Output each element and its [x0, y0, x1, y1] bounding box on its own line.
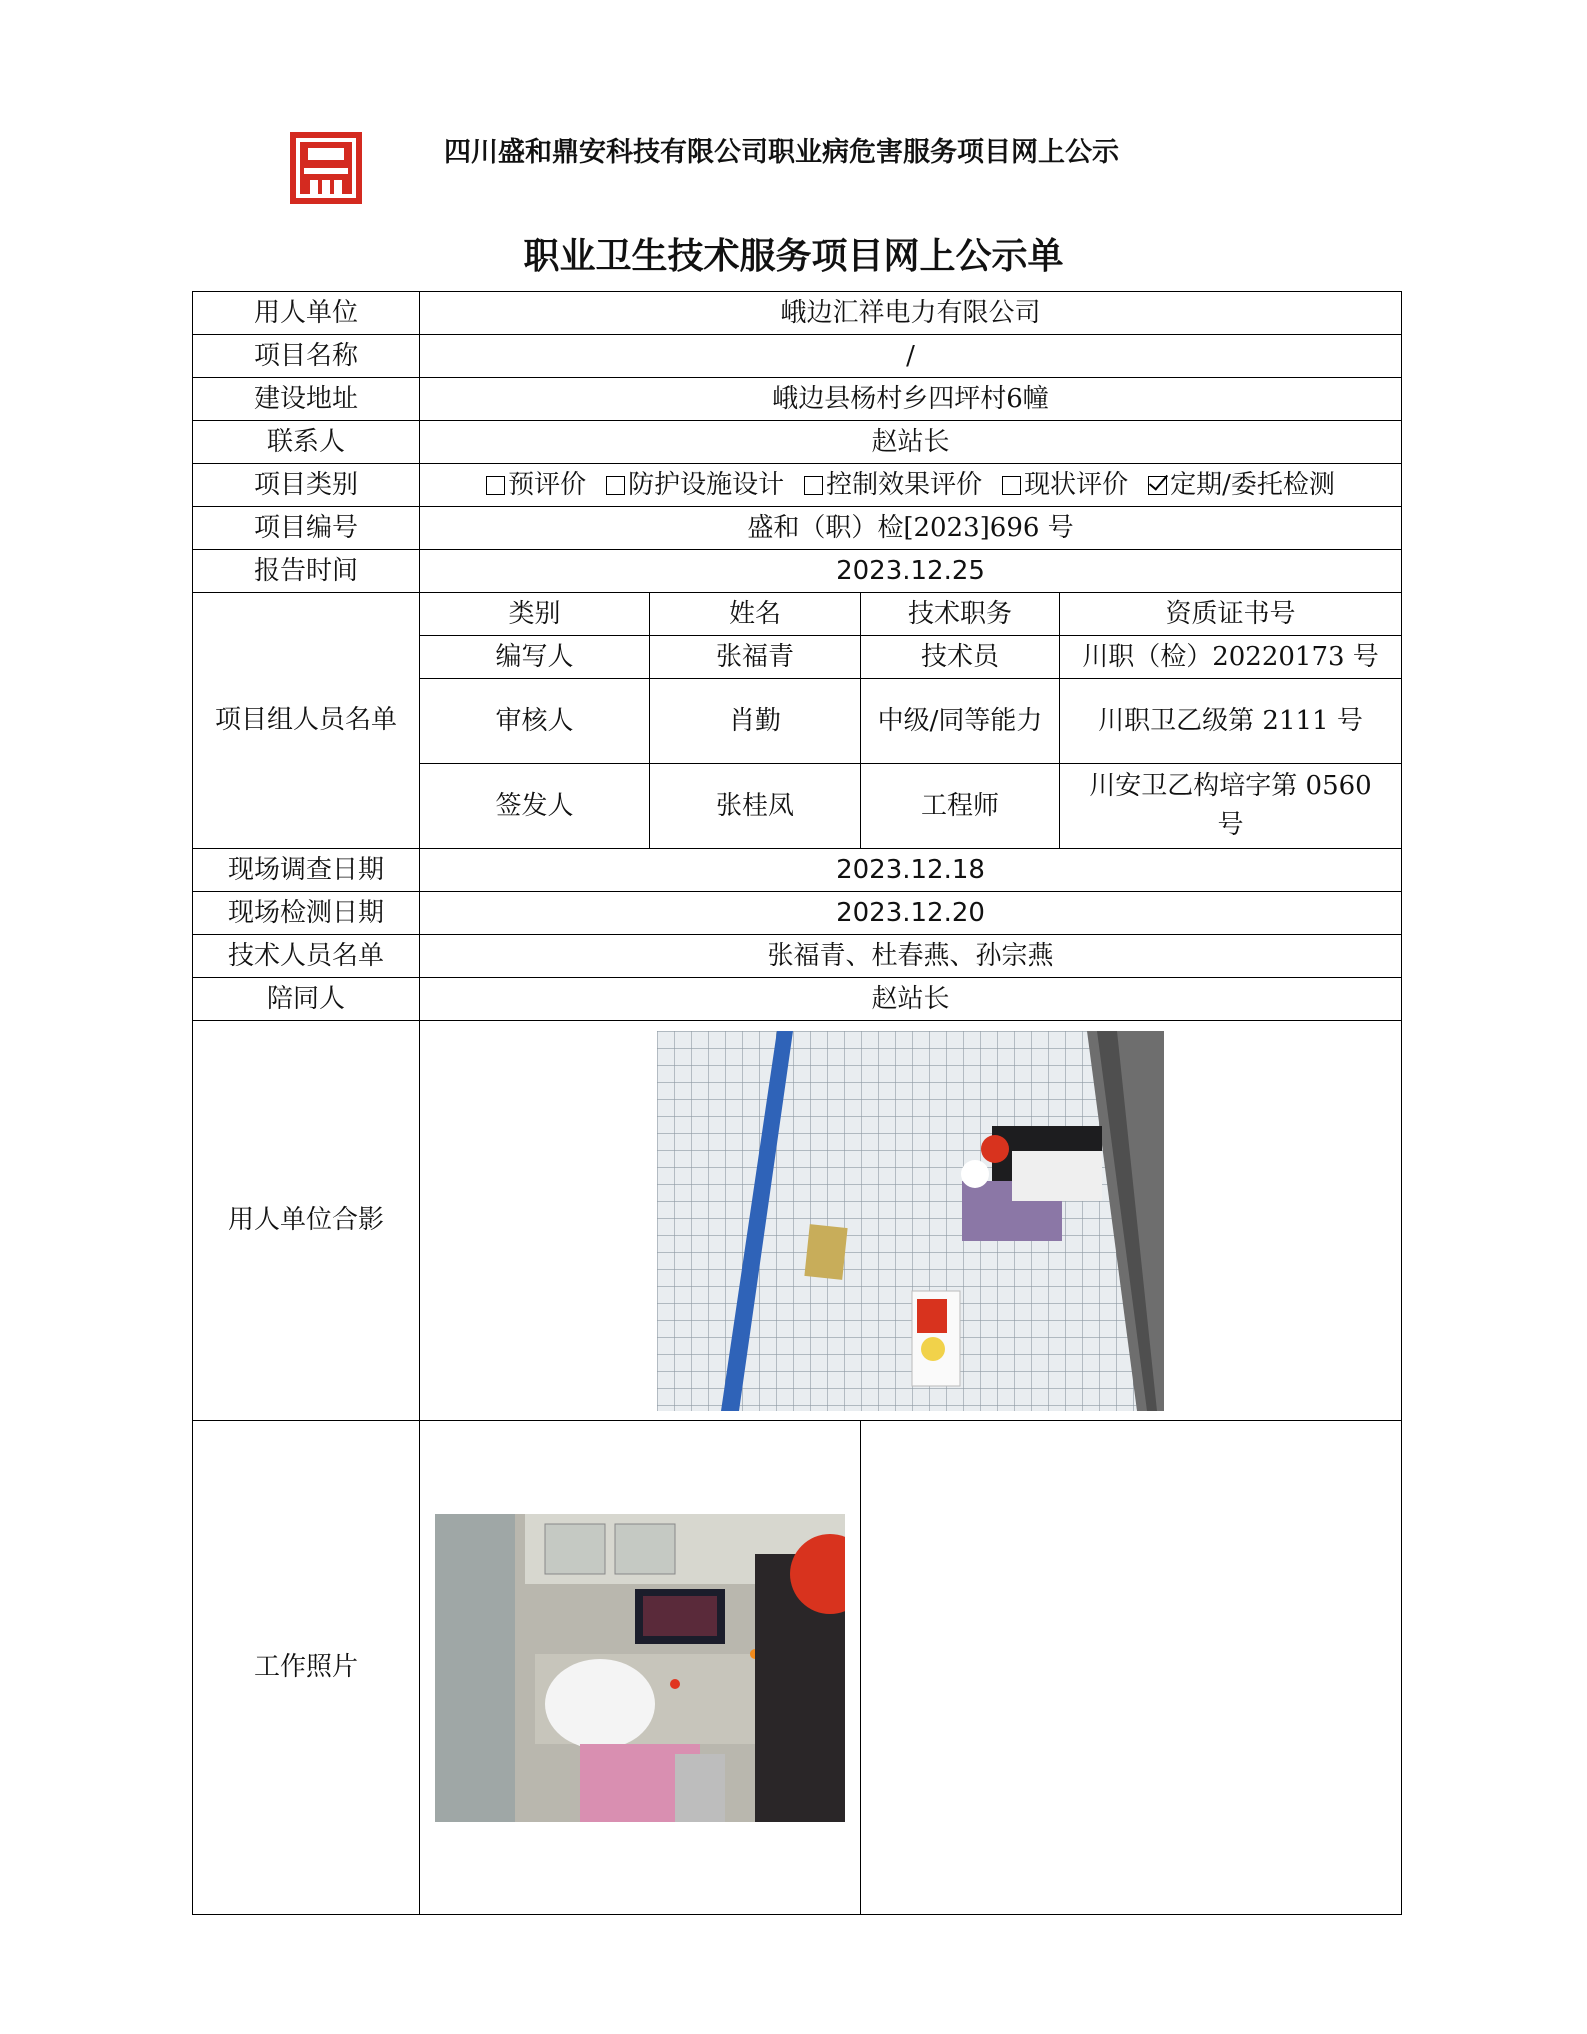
row-survey-date [193, 849, 1402, 892]
team-cert: 川职卫乙级第 2111 号 [1060, 679, 1402, 764]
project-name-label: 项目名称 [193, 335, 420, 378]
employer-label: 用人单位 [193, 292, 420, 335]
checkbox-icon[interactable] [1002, 476, 1021, 495]
technicians-value: 张福青、杜春燕、孙宗燕 [420, 935, 1402, 978]
team-title: 中级/同等能力 [861, 679, 1060, 764]
test-date-value: 2023.12.20 [420, 892, 1402, 935]
document-title: 职业卫生技术服务项目网上公示单 [523, 235, 1064, 277]
row-technicians [193, 935, 1402, 978]
category-options [420, 464, 1402, 507]
category-label: 项目类别 [193, 464, 420, 507]
team-name: 张福青 [650, 636, 861, 679]
project-no-label: 项目编号 [193, 507, 420, 550]
work-photo-image [435, 1514, 845, 1822]
row-project-no [193, 507, 1402, 550]
sheng-seal-logo [286, 128, 366, 208]
work-photo-cell [420, 1421, 861, 1915]
team-name: 肖勤 [650, 679, 861, 764]
employer-value: 峨边汇祥电力有限公司 [420, 292, 1402, 335]
team-header-row [193, 593, 1402, 636]
row-category [193, 464, 1402, 507]
team-label: 项目组人员名单 [193, 593, 420, 849]
contact-value: 赵站长 [420, 421, 1402, 464]
row-escort [193, 978, 1402, 1021]
row-report-date [193, 550, 1402, 593]
escort-label: 陪同人 [193, 978, 420, 1021]
checkbox-icon[interactable] [804, 476, 823, 495]
team-header-name: 姓名 [650, 593, 861, 636]
project-name-value: / [420, 335, 1402, 378]
row-project-name [193, 335, 1402, 378]
team-title: 技术员 [861, 636, 1060, 679]
category-option-status-evaluation[interactable]: 现状评价 [1002, 466, 1128, 505]
escort-value: 赵站长 [420, 978, 1402, 1021]
team-header-cert: 资质证书号 [1060, 593, 1402, 636]
report-date-label: 报告时间 [193, 550, 420, 593]
report-date-value: 2023.12.25 [420, 550, 1402, 593]
row-address [193, 378, 1402, 421]
team-header-title: 技术职务 [861, 593, 1060, 636]
checkbox-icon[interactable] [486, 476, 505, 495]
row-test-date [193, 892, 1402, 935]
team-header-role: 类别 [420, 593, 650, 636]
team-cert: 川职（检）20220173 号 [1060, 636, 1402, 679]
category-option-pre-evaluation[interactable]: 预评价 [486, 466, 586, 505]
row-work-photo [193, 1421, 1402, 1915]
survey-date-label: 现场调查日期 [193, 849, 420, 892]
group-photo-cell [420, 1021, 1402, 1421]
row-contact [193, 421, 1402, 464]
address-label: 建设地址 [193, 378, 420, 421]
project-no-value: 盛和（职）检[2023]696 号 [420, 507, 1402, 550]
survey-date-value: 2023.12.18 [420, 849, 1402, 892]
notice-form-table [192, 291, 1402, 1915]
team-role: 编写人 [420, 636, 650, 679]
team-name: 张桂凤 [650, 764, 861, 849]
test-date-label: 现场检测日期 [193, 892, 420, 935]
row-employer [193, 292, 1402, 335]
contact-label: 联系人 [193, 421, 420, 464]
checked-checkbox-icon[interactable] [1148, 476, 1167, 495]
address-value: 峨边县杨村乡四坪村6幢 [420, 378, 1402, 421]
group-photo-image [657, 1031, 1164, 1411]
checkbox-icon[interactable] [606, 476, 625, 495]
team-title: 工程师 [861, 764, 1060, 849]
technicians-label: 技术人员名单 [193, 935, 420, 978]
row-group-photo [193, 1021, 1402, 1421]
team-role: 审核人 [420, 679, 650, 764]
company-header: 四川盛和鼎安科技有限公司职业病危害服务项目网上公示 [444, 137, 1119, 168]
category-option-periodic-testing[interactable]: 定期/委托检测 [1148, 466, 1335, 505]
category-option-protection-design[interactable]: 防护设施设计 [606, 466, 784, 505]
work-photo-empty-cell [861, 1421, 1402, 1915]
group-photo-label: 用人单位合影 [193, 1021, 420, 1421]
team-role: 签发人 [420, 764, 650, 849]
category-option-control-effect[interactable]: 控制效果评价 [804, 466, 982, 505]
team-cert: 川安卫乙构培字第 0560 号 [1060, 764, 1402, 849]
work-photo-label: 工作照片 [193, 1421, 420, 1915]
